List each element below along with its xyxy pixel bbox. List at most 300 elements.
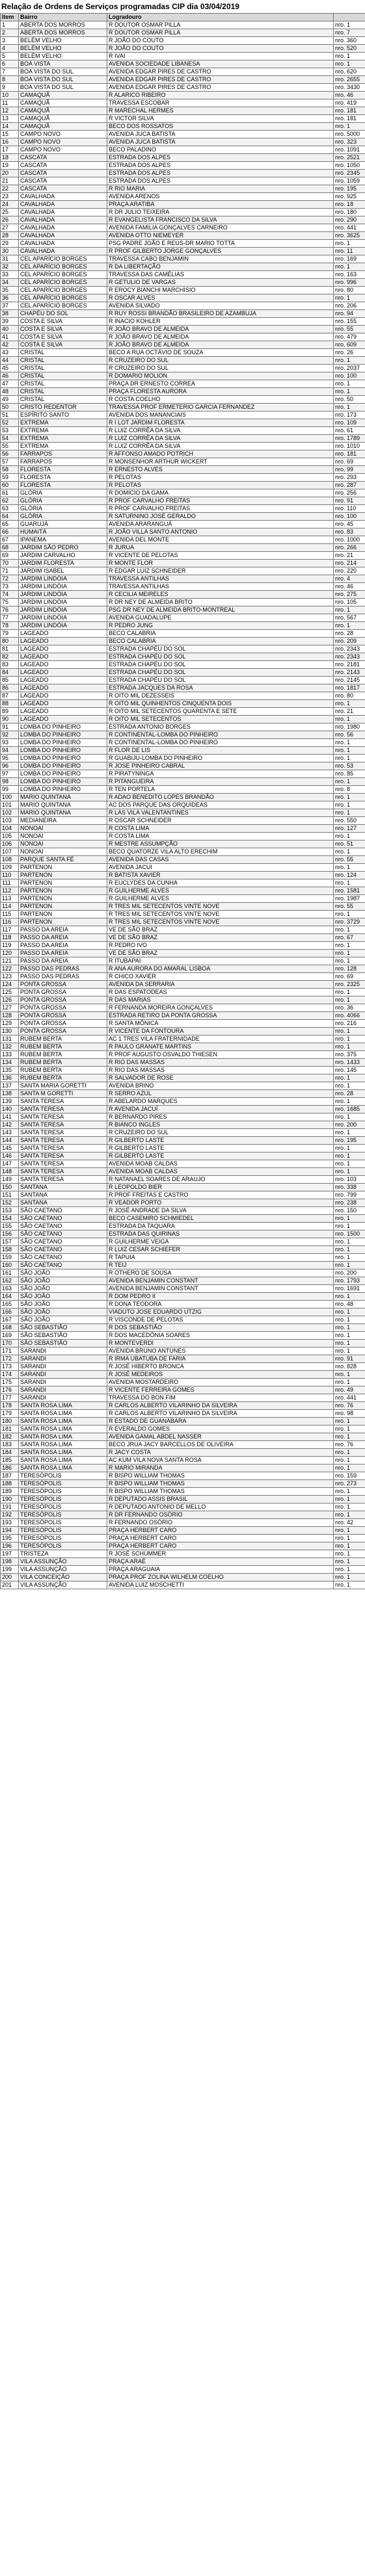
cell-logradouro: R FERNANDA MOREIRA GONÇALVES — [107, 1004, 334, 1012]
cell-numero: nro. 128 — [334, 965, 365, 973]
cell-item: 111 — [1, 879, 19, 887]
table-row — [1, 1566, 365, 1574]
cell-item: 140 — [1, 1106, 19, 1113]
cell-numero: nro. 46 — [334, 583, 365, 591]
cell-item: 185 — [1, 1457, 19, 1464]
table-row — [1, 131, 365, 138]
cell-item: 145 — [1, 1145, 19, 1152]
table-row — [1, 76, 365, 84]
cell-logradouro: R DOUTOR OSMAR PILLA — [107, 21, 334, 29]
cell-item: 78 — [1, 622, 19, 630]
table-row — [1, 29, 365, 37]
table-row — [1, 99, 365, 107]
cell-logradouro: ESTRADA DAS QUIRINAS — [107, 1230, 334, 1238]
cell-item: 193 — [1, 1519, 19, 1527]
cell-item: 130 — [1, 1028, 19, 1035]
cell-logradouro: PSG PADRE JOÃO E REUS-DR MARIO TOTTA — [107, 240, 334, 248]
table-row — [1, 731, 365, 739]
cell-bairro: CASCATA — [19, 185, 107, 193]
cell-numero: nro. 206 — [334, 302, 365, 310]
cell-item: 120 — [1, 950, 19, 957]
cell-item: 151 — [1, 1191, 19, 1199]
service-orders-table — [0, 13, 365, 1589]
cell-logradouro: AVENIDA MOAB CALDAS — [107, 1168, 334, 1176]
cell-bairro: EXTREMA — [19, 435, 107, 443]
table-row — [1, 1113, 365, 1121]
cell-logradouro: AVENIDA EDGAR PIRES DE CASTRO — [107, 84, 334, 92]
column-header-bairro: Bairro — [19, 14, 107, 21]
table-row — [1, 279, 365, 287]
table-row — [1, 1137, 365, 1145]
cell-logradouro: BECO JRUA JACY BARCELLOS DE OLIVEIRA — [107, 1441, 334, 1449]
table-row — [1, 1550, 365, 1558]
cell-item: 176 — [1, 1386, 19, 1394]
cell-item: 113 — [1, 895, 19, 903]
cell-numero: nro. 69 — [334, 458, 365, 466]
cell-bairro: TERESÓPOLIS — [19, 1511, 107, 1519]
cell-bairro: LAGEADO — [19, 669, 107, 677]
cell-bairro: PONTA GROSSA — [19, 1012, 107, 1020]
cell-item: 39 — [1, 318, 19, 326]
cell-logradouro: R BISPO WILLIAM THOMAS — [107, 1480, 334, 1488]
cell-item: 180 — [1, 1418, 19, 1425]
cell-item: 121 — [1, 957, 19, 965]
cell-bairro: EXTREMA — [19, 427, 107, 435]
cell-numero: nro. 2345 — [334, 170, 365, 177]
table-row — [1, 1262, 365, 1269]
table-row — [1, 661, 365, 669]
cell-bairro: BELÉM VELHO — [19, 45, 107, 53]
table-row — [1, 193, 365, 201]
cell-bairro: SANTA TERESA — [19, 1121, 107, 1129]
cell-bairro: JARDIM ISABEL — [19, 567, 107, 575]
cell-logradouro: R DOS MACEDÔNIA SOARES — [107, 1332, 334, 1340]
table-row — [1, 1215, 365, 1223]
cell-bairro: VILA ASSUNÇÃO — [19, 1581, 107, 1589]
cell-logradouro: R BIANCO INGLES — [107, 1121, 334, 1129]
table-row — [1, 1449, 365, 1457]
cell-item: 109 — [1, 864, 19, 872]
cell-bairro: SANTA TERESA — [19, 1145, 107, 1152]
cell-bairro: GLÓRIA — [19, 505, 107, 513]
cell-item: 194 — [1, 1527, 19, 1535]
cell-bairro: LOMBA DO PINHEIRO — [19, 731, 107, 739]
cell-bairro: LOMBA DO PINHEIRO — [19, 770, 107, 778]
cell-item: 45 — [1, 365, 19, 372]
cell-numero: nro. 1 — [334, 989, 365, 996]
cell-bairro: CAVALHADA — [19, 216, 107, 224]
cell-numero: nro. 1 — [334, 778, 365, 786]
table-row — [1, 388, 365, 396]
cell-numero: nro. 1 — [334, 1324, 365, 1332]
cell-item: 30 — [1, 248, 19, 255]
cell-numero: nro. 76 — [334, 1441, 365, 1449]
table-row — [1, 185, 365, 193]
table-row — [1, 755, 365, 762]
table-row — [1, 521, 365, 528]
cell-logradouro: R COSTA LIMA — [107, 825, 334, 833]
cell-numero: nro. 520 — [334, 45, 365, 53]
cell-numero: nro. 3430 — [334, 84, 365, 92]
cell-logradouro: R GUILHERME ALVES — [107, 887, 334, 895]
table-row — [1, 1347, 365, 1355]
cell-numero: nro. 36 — [334, 1004, 365, 1012]
table-row — [1, 926, 365, 934]
table-row — [1, 146, 365, 154]
cell-numero: nro. 159 — [334, 1472, 365, 1480]
cell-item: 33 — [1, 271, 19, 279]
cell-numero: nro. 925 — [334, 193, 365, 201]
cell-numero: nro. 42 — [334, 1519, 365, 1527]
cell-item: 166 — [1, 1308, 19, 1316]
cell-numero: nro. 2145 — [334, 677, 365, 684]
cell-bairro: JARDIM LINDÓIA — [19, 583, 107, 591]
table-row — [1, 1160, 365, 1168]
cell-item: 53 — [1, 427, 19, 435]
table-row — [1, 684, 365, 692]
cell-item: 9 — [1, 84, 19, 92]
cell-logradouro: BECO CALABRIA — [107, 630, 334, 638]
table-row — [1, 934, 365, 942]
cell-logradouro: R NATANAEL SOARES DE ARAUJO — [107, 1176, 334, 1184]
cell-bairro: TERESÓPOLIS — [19, 1519, 107, 1527]
cell-item: 110 — [1, 872, 19, 879]
table-row — [1, 450, 365, 458]
table-row — [1, 700, 365, 708]
cell-item: 40 — [1, 326, 19, 333]
cell-numero: nro. 105 — [334, 599, 365, 606]
cell-item: 112 — [1, 887, 19, 895]
cell-logradouro: ESTRADA JACQUES DA ROSA — [107, 684, 334, 692]
table-row — [1, 45, 365, 53]
cell-bairro: CRISTAL — [19, 357, 107, 365]
cell-item: 93 — [1, 739, 19, 747]
cell-numero: nro. 49 — [334, 1386, 365, 1394]
cell-bairro: SARANDI — [19, 1363, 107, 1371]
cell-numero: nro. 323 — [334, 138, 365, 146]
table-row — [1, 801, 365, 809]
cell-numero: nro. 1 — [334, 739, 365, 747]
cell-item: 160 — [1, 1262, 19, 1269]
cell-logradouro: R SATURNINO JOSÉ GERALDO — [107, 513, 334, 521]
cell-numero: nro. 55 — [334, 326, 365, 333]
cell-logradouro: BECO CALABRIA — [107, 638, 334, 645]
cell-numero: nro. 195 — [334, 185, 365, 193]
cell-logradouro: R GILBERTO LASTE — [107, 1152, 334, 1160]
table-row — [1, 1121, 365, 1129]
cell-bairro: SANTA TERESA — [19, 1168, 107, 1176]
cell-item: 31 — [1, 255, 19, 263]
cell-logradouro: AVENIDA BENJAMIN CONSTANT — [107, 1285, 334, 1293]
cell-logradouro: R JACY COSTA — [107, 1449, 334, 1457]
cell-item: 66 — [1, 528, 19, 536]
cell-numero: nro. 1 — [334, 357, 365, 365]
cell-item: 75 — [1, 599, 19, 606]
cell-item: 27 — [1, 224, 19, 232]
cell-item: 92 — [1, 731, 19, 739]
cell-bairro: CAMAQUÃ — [19, 115, 107, 123]
cell-bairro: CEL APARÍCIO BORGES — [19, 271, 107, 279]
cell-bairro: JARDIM LINDÓIA — [19, 622, 107, 630]
cell-numero: nro. 8 — [334, 786, 365, 794]
cell-logradouro: R DEPUTADO ANTONIO DE MELLO — [107, 1503, 334, 1511]
cell-bairro: JARDIM LINDÓIA — [19, 606, 107, 614]
cell-item: 139 — [1, 1098, 19, 1106]
cell-item: 59 — [1, 474, 19, 482]
cell-item: 165 — [1, 1301, 19, 1308]
table-row — [1, 544, 365, 552]
cell-logradouro: R JURUA — [107, 544, 334, 552]
cell-logradouro: R VICENTE FERREIRA GOMES — [107, 1386, 334, 1394]
cell-bairro: ABERTA DOS MORROS — [19, 21, 107, 29]
cell-item: 167 — [1, 1316, 19, 1324]
cell-numero: nro. 21 — [334, 552, 365, 560]
cell-logradouro: R JOÃO BRAVO DE ALMEIDA — [107, 326, 334, 333]
cell-bairro: MARIO QUINTANA — [19, 809, 107, 817]
cell-logradouro: R TRES MIL SETECENTOS VINTE NOVE — [107, 903, 334, 911]
table-row — [1, 872, 365, 879]
cell-bairro: FARRAPOS — [19, 450, 107, 458]
report-title: Relação de Ordens de Serviços programadas CIP dia 03/04/2019 — [1, 2, 239, 11]
table-row — [1, 248, 365, 255]
cell-numero: nro. 28 — [334, 1090, 365, 1098]
cell-item: 100 — [1, 794, 19, 801]
table-row — [1, 482, 365, 489]
cell-item: 178 — [1, 1402, 19, 1410]
table-row — [1, 1106, 365, 1113]
cell-bairro: LOMBA DO PINHEIRO — [19, 739, 107, 747]
cell-logradouro: ESTRADA CHAPÉU DO SOL — [107, 645, 334, 653]
cell-bairro: PARTENON — [19, 879, 107, 887]
cell-numero: nro. 441 — [334, 1394, 365, 1402]
cell-numero: nro. 1 — [334, 21, 365, 29]
cell-numero: nro. 620 — [334, 68, 365, 76]
cell-bairro: SÃO CAETANO — [19, 1246, 107, 1254]
cell-bairro: CEL APARÍCIO BORGES — [19, 287, 107, 294]
cell-item: 126 — [1, 996, 19, 1004]
table-row — [1, 1542, 365, 1550]
cell-item: 6 — [1, 60, 19, 68]
cell-bairro: LOMBA DO PINHEIRO — [19, 755, 107, 762]
cell-numero: nro. 1 — [334, 809, 365, 817]
cell-logradouro: R DONA TEODORA — [107, 1301, 334, 1308]
cell-bairro: LAGEADO — [19, 716, 107, 723]
cell-logradouro: R SERRO AZUL — [107, 1090, 334, 1098]
cell-item: 20 — [1, 170, 19, 177]
table-row — [1, 1082, 365, 1090]
cell-logradouro: AVENIDA JUCA BATISTA — [107, 131, 334, 138]
cell-bairro: CAMAQUÃ — [19, 92, 107, 99]
cell-item: 48 — [1, 388, 19, 396]
cell-logradouro: R GETULIO DE VARGAS — [107, 279, 334, 287]
cell-item: 38 — [1, 310, 19, 318]
table-row — [1, 817, 365, 825]
cell-numero: nro. 85 — [334, 770, 365, 778]
cell-numero: nro. 3625 — [334, 232, 365, 240]
table-row — [1, 1527, 365, 1535]
table-row — [1, 794, 365, 801]
cell-item: 174 — [1, 1371, 19, 1379]
cell-logradouro: R JOSE PINHEIRO CABRAL — [107, 762, 334, 770]
cell-numero: nro. 338 — [334, 1184, 365, 1191]
table-row — [1, 1269, 365, 1277]
table-row — [1, 1028, 365, 1035]
cell-numero: nro. 51 — [334, 840, 365, 848]
cell-bairro: PARTENON — [19, 895, 107, 903]
cell-numero: nro. 45 — [334, 521, 365, 528]
cell-numero: nro. 287 — [334, 482, 365, 489]
cell-numero: nro. 1581 — [334, 887, 365, 895]
cell-bairro: CAVALHADA — [19, 240, 107, 248]
cell-numero: nro. 18 — [334, 201, 365, 209]
cell-item: 15 — [1, 131, 19, 138]
cell-numero: nro. 1 — [334, 1457, 365, 1464]
cell-logradouro: R VICENTE DA FONTOURA — [107, 1028, 334, 1035]
cell-logradouro: R OITO MIL DEZESSEIS — [107, 692, 334, 700]
table-row — [1, 1285, 365, 1293]
cell-bairro: NONOAI — [19, 840, 107, 848]
table-row — [1, 513, 365, 521]
cell-bairro: CAMAQUÃ — [19, 123, 107, 131]
table-row — [1, 739, 365, 747]
cell-bairro: SARANDI — [19, 1355, 107, 1363]
cell-item: 52 — [1, 419, 19, 427]
cell-logradouro: ESTRADA ANTONIO BORGES — [107, 723, 334, 731]
cell-bairro: SANTA TERESA — [19, 1098, 107, 1106]
cell-item: 131 — [1, 1035, 19, 1043]
cell-item: 24 — [1, 201, 19, 209]
cell-item: 154 — [1, 1215, 19, 1223]
cell-item: 163 — [1, 1285, 19, 1293]
cell-bairro: CEL APARÍCIO BORGES — [19, 255, 107, 263]
cell-logradouro: AVENIDA SILVADO — [107, 302, 334, 310]
cell-numero: nro. 99 — [334, 466, 365, 474]
cell-item: 161 — [1, 1269, 19, 1277]
cell-numero: nro. 53 — [334, 762, 365, 770]
cell-logradouro: R EUCLYDES DA CUNHA — [107, 879, 334, 887]
cell-item: 146 — [1, 1152, 19, 1160]
cell-item: 62 — [1, 497, 19, 505]
cell-numero: nro. 181 — [334, 107, 365, 115]
cell-bairro: BELÉM VELHO — [19, 53, 107, 60]
cell-logradouro: R COSTA LIMA — [107, 833, 334, 840]
table-row — [1, 443, 365, 450]
cell-logradouro: ESTRADA DA TAQUARA — [107, 1223, 334, 1230]
cell-numero: nro. 2037 — [334, 365, 365, 372]
cell-logradouro: R TRES MIL SETECENTOS VINTE NOVE — [107, 918, 334, 926]
cell-logradouro: R LUIZ CORRÊA DA SILVA — [107, 427, 334, 435]
table-row — [1, 1059, 365, 1067]
cell-numero: nro. 238 — [334, 1199, 365, 1207]
cell-bairro: ABERTA DOS MORROS — [19, 29, 107, 37]
table-row — [1, 1090, 365, 1098]
cell-numero: nro. 1 — [334, 1418, 365, 1425]
cell-item: 32 — [1, 263, 19, 271]
cell-item: 114 — [1, 903, 19, 911]
table-row — [1, 287, 365, 294]
cell-logradouro: R JOSÉ SCHUMMER — [107, 1550, 334, 1558]
cell-bairro: FLORESTA — [19, 474, 107, 482]
cell-bairro: SARANDI — [19, 1379, 107, 1386]
cell-bairro: BOA VISTA — [19, 60, 107, 68]
table-row — [1, 1535, 365, 1542]
table-row — [1, 318, 365, 326]
cell-item: 63 — [1, 505, 19, 513]
table-row — [1, 263, 365, 271]
cell-bairro: COSTA E SILVA — [19, 326, 107, 333]
cell-logradouro: R ITUBAPAI — [107, 957, 334, 965]
cell-item: 184 — [1, 1449, 19, 1457]
cell-item: 23 — [1, 193, 19, 201]
table-row — [1, 786, 365, 794]
cell-bairro: BOA VISTA DO SUL — [19, 76, 107, 84]
cell-bairro: CAMPO NOVO — [19, 138, 107, 146]
cell-numero: nro. 996 — [334, 279, 365, 287]
cell-numero: nro. 1 — [334, 1129, 365, 1137]
cell-logradouro: AVENIDA ARENOS — [107, 193, 334, 201]
cell-bairro: NONOAI — [19, 848, 107, 856]
cell-logradouro: R EDGAR LUIZ SCHNEIDER — [107, 567, 334, 575]
cell-bairro: SANTANA — [19, 1184, 107, 1191]
cell-numero: nro. 1 — [334, 1464, 365, 1472]
table-row — [1, 1051, 365, 1059]
cell-numero: nro. 479 — [334, 333, 365, 341]
table-row — [1, 84, 365, 92]
cell-bairro: PASSO DA AREIA — [19, 942, 107, 950]
cell-logradouro: BECO CASEMIRO SCHMIEDEL — [107, 1215, 334, 1223]
table-row — [1, 1316, 365, 1324]
cell-numero: nro. 1 — [334, 1332, 365, 1340]
cell-numero: nro. 1 — [334, 833, 365, 840]
cell-bairro: SÃO CAETANO — [19, 1215, 107, 1223]
cell-item: 127 — [1, 1004, 19, 1012]
cell-item: 191 — [1, 1503, 19, 1511]
table-row — [1, 1340, 365, 1347]
cell-logradouro: VE DE SÃO BRAZ — [107, 934, 334, 942]
cell-bairro: SÃO JOÃO — [19, 1277, 107, 1285]
cell-numero: nro. 46 — [334, 92, 365, 99]
table-row — [1, 1480, 365, 1488]
cell-logradouro: R MESTRE ASSUMPÇÃO — [107, 840, 334, 848]
table-row — [1, 1230, 365, 1238]
cell-bairro: CRISTAL — [19, 372, 107, 380]
cell-numero: nro. 56 — [334, 731, 365, 739]
cell-logradouro: R DR FERNANDO OSÓRIO — [107, 1511, 334, 1519]
cell-numero: nro. 61 — [334, 427, 365, 435]
cell-numero: nro. 567 — [334, 614, 365, 622]
cell-logradouro: VE DE SÃO BRAZ — [107, 926, 334, 934]
cell-bairro: SANTA ROSA LIMA — [19, 1410, 107, 1418]
cell-bairro: BELÉM VELHO — [19, 37, 107, 45]
cell-numero: nro. 110 — [334, 505, 365, 513]
cell-item: 86 — [1, 684, 19, 692]
cell-item: 12 — [1, 107, 19, 115]
cell-bairro: PONTA GROSSA — [19, 989, 107, 996]
cell-logradouro: R LEOPOLDO BIER — [107, 1184, 334, 1191]
cell-item: 128 — [1, 1012, 19, 1020]
cell-bairro: LAGEADO — [19, 692, 107, 700]
cell-logradouro: R CRUZEIRO DO SUL — [107, 365, 334, 372]
table-row — [1, 1199, 365, 1207]
cell-item: 190 — [1, 1496, 19, 1503]
cell-bairro: JARDIM LINDÓIA — [19, 599, 107, 606]
cell-numero: nro. 1 — [334, 950, 365, 957]
table-row — [1, 575, 365, 583]
table-row — [1, 1145, 365, 1152]
cell-item: 98 — [1, 778, 19, 786]
cell-numero: nro. 69 — [334, 973, 365, 981]
cell-bairro: SANTA MARIA GORETTI — [19, 1082, 107, 1090]
